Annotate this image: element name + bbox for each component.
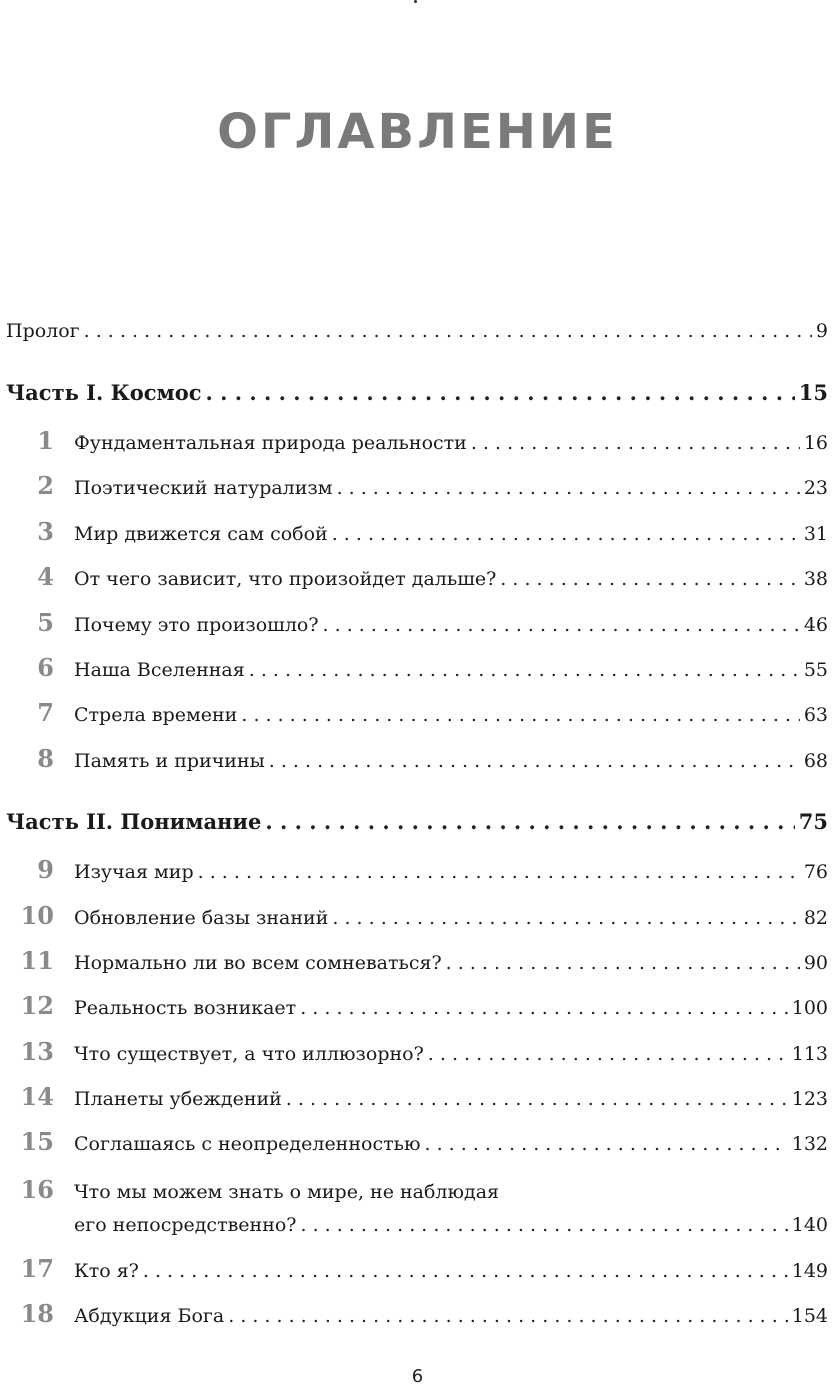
page-number: 6 xyxy=(411,1366,424,1387)
chapter-number: 15 xyxy=(20,1127,54,1157)
toc-chapter[interactable] xyxy=(6,983,828,1028)
dot-leader xyxy=(500,557,800,602)
chapter-page: 16 xyxy=(803,432,828,454)
chapter-title: Наша Вселенная xyxy=(74,658,245,681)
dot-leader xyxy=(249,648,800,693)
chapter-page: 140 xyxy=(791,1213,828,1236)
toc-chapter[interactable] xyxy=(6,1029,828,1074)
part-page: 15 xyxy=(798,380,828,405)
chapter-number: 4 xyxy=(37,562,54,592)
toc-chapter[interactable] xyxy=(6,463,828,508)
chapter-number: 8 xyxy=(37,743,54,773)
chapter-number: 16 xyxy=(20,1174,54,1204)
dot-leader xyxy=(206,368,795,418)
toc-chapter[interactable] xyxy=(6,554,828,599)
chapter-number: 10 xyxy=(20,900,54,930)
chapter-number: 6 xyxy=(37,652,54,682)
chapter-number: 17 xyxy=(20,1253,54,1283)
toc-part-1[interactable] xyxy=(6,368,828,418)
chapter-title: Почему это произошло? xyxy=(74,613,319,636)
dot-leader xyxy=(300,986,788,1031)
chapter-title: От чего зависит, что произойдет дальше? xyxy=(74,568,497,591)
chapter-title: Стрела времени xyxy=(74,704,238,727)
chapter-page: 76 xyxy=(803,861,828,884)
chapter-page: 113 xyxy=(791,1042,828,1065)
toc-chapter[interactable] xyxy=(6,600,828,645)
toc-chapter[interactable] xyxy=(6,938,828,983)
dot-leader xyxy=(269,739,800,784)
toc-chapter[interactable] xyxy=(6,736,828,781)
toc-chapter[interactable] xyxy=(6,1291,828,1336)
dot-leader xyxy=(228,1294,788,1339)
chapter-page: 149 xyxy=(791,1259,828,1282)
chapter-page: 23 xyxy=(803,477,828,500)
dot-leader xyxy=(241,693,799,738)
chapter-page: 68 xyxy=(803,749,828,772)
chapter-page: 132 xyxy=(791,1133,828,1156)
part-title: Часть II. Понимание xyxy=(6,809,262,835)
chapter-title: Обновление базы знаний xyxy=(74,906,329,929)
chapter-number: 3 xyxy=(37,516,54,546)
entry-page: 9 xyxy=(815,320,828,342)
chapter-number: 5 xyxy=(37,607,54,637)
chapter-number: 9 xyxy=(37,855,54,885)
chapter-title: Что мы можем знать о мире, не наблюдая xyxy=(74,1180,500,1203)
toc-chapter[interactable] xyxy=(6,690,828,735)
chapter-page: 31 xyxy=(803,522,828,545)
toc-chapter[interactable] xyxy=(6,418,828,463)
chapter-title: Реальность возникает xyxy=(74,997,297,1020)
toc-chapter[interactable] xyxy=(6,509,828,554)
chapter-number: 1 xyxy=(37,426,54,455)
chapter-title: Фундаментальная природа реальности xyxy=(74,432,467,454)
chapter-number: 11 xyxy=(20,945,54,975)
chapter-title: Нормально ли во всем сомневаться? xyxy=(74,951,442,974)
chapter-page: 154 xyxy=(791,1305,828,1328)
dot-leader xyxy=(143,1249,788,1294)
page-title: ОГЛАВЛЕНИЕ xyxy=(217,104,618,161)
toc-chapter[interactable] xyxy=(6,893,828,938)
entry-title: Пролог xyxy=(6,320,80,342)
chapter-page: 100 xyxy=(791,997,828,1020)
chapter-title: Мир движется сам собой xyxy=(74,522,328,545)
chapter-page: 90 xyxy=(803,951,828,974)
chapter-title: Что существует, а что иллюзорно? xyxy=(74,1042,424,1065)
chapter-title: Память и причины xyxy=(74,749,265,772)
chapter-number: 7 xyxy=(37,698,54,728)
chapter-title: Планеты убеждений xyxy=(74,1088,282,1111)
chapter-number: 14 xyxy=(20,1082,54,1112)
toc-entry-prolog[interactable] xyxy=(6,310,828,352)
toc-chapter[interactable] xyxy=(6,645,828,690)
chapter-page: 46 xyxy=(803,613,828,636)
dot-leader xyxy=(446,941,800,986)
toc-chapter[interactable] xyxy=(6,1165,828,1246)
dot-leader xyxy=(84,310,812,352)
toc-chapter[interactable] xyxy=(6,847,828,892)
chapter-title: Кто я? xyxy=(74,1259,139,1282)
dot-leader xyxy=(286,1077,788,1122)
chapter-page: 38 xyxy=(803,568,828,591)
chapter-title: Изучая мир xyxy=(74,861,194,884)
top-mark xyxy=(414,0,417,3)
dot-leader xyxy=(471,421,800,466)
dot-leader xyxy=(337,466,800,511)
chapter-title: Соглашаясь с неопределенностью xyxy=(74,1133,421,1156)
dot-leader xyxy=(265,797,794,847)
dot-leader xyxy=(198,850,800,895)
dot-leader xyxy=(425,1122,788,1167)
toc-part-2[interactable] xyxy=(6,797,828,847)
chapter-number: 2 xyxy=(37,471,54,501)
toc-chapter[interactable] xyxy=(6,1074,828,1119)
toc-chapter[interactable] xyxy=(6,1119,828,1164)
dot-leader xyxy=(323,603,800,648)
chapter-title: Абдукция Бога xyxy=(74,1305,225,1328)
chapter-page: 55 xyxy=(803,658,828,681)
dot-leader xyxy=(332,896,799,941)
part-page: 75 xyxy=(798,809,828,835)
table-of-contents xyxy=(6,310,828,1337)
chapter-page: 82 xyxy=(803,906,828,929)
chapter-number: 18 xyxy=(20,1299,54,1329)
chapter-page: 63 xyxy=(803,704,828,727)
chapter-title: Поэтический натурализм xyxy=(74,477,333,500)
chapter-title-continued: его непосредственно? xyxy=(74,1213,297,1236)
chapter-number: 12 xyxy=(20,991,54,1021)
dot-leader xyxy=(428,1032,788,1077)
dot-leader xyxy=(332,512,800,557)
part-title: Часть I. Космос xyxy=(6,380,202,405)
toc-chapter[interactable] xyxy=(6,1246,828,1291)
chapter-page: 123 xyxy=(791,1088,828,1111)
dot-leader xyxy=(300,1209,787,1242)
chapter-number: 13 xyxy=(20,1036,54,1066)
